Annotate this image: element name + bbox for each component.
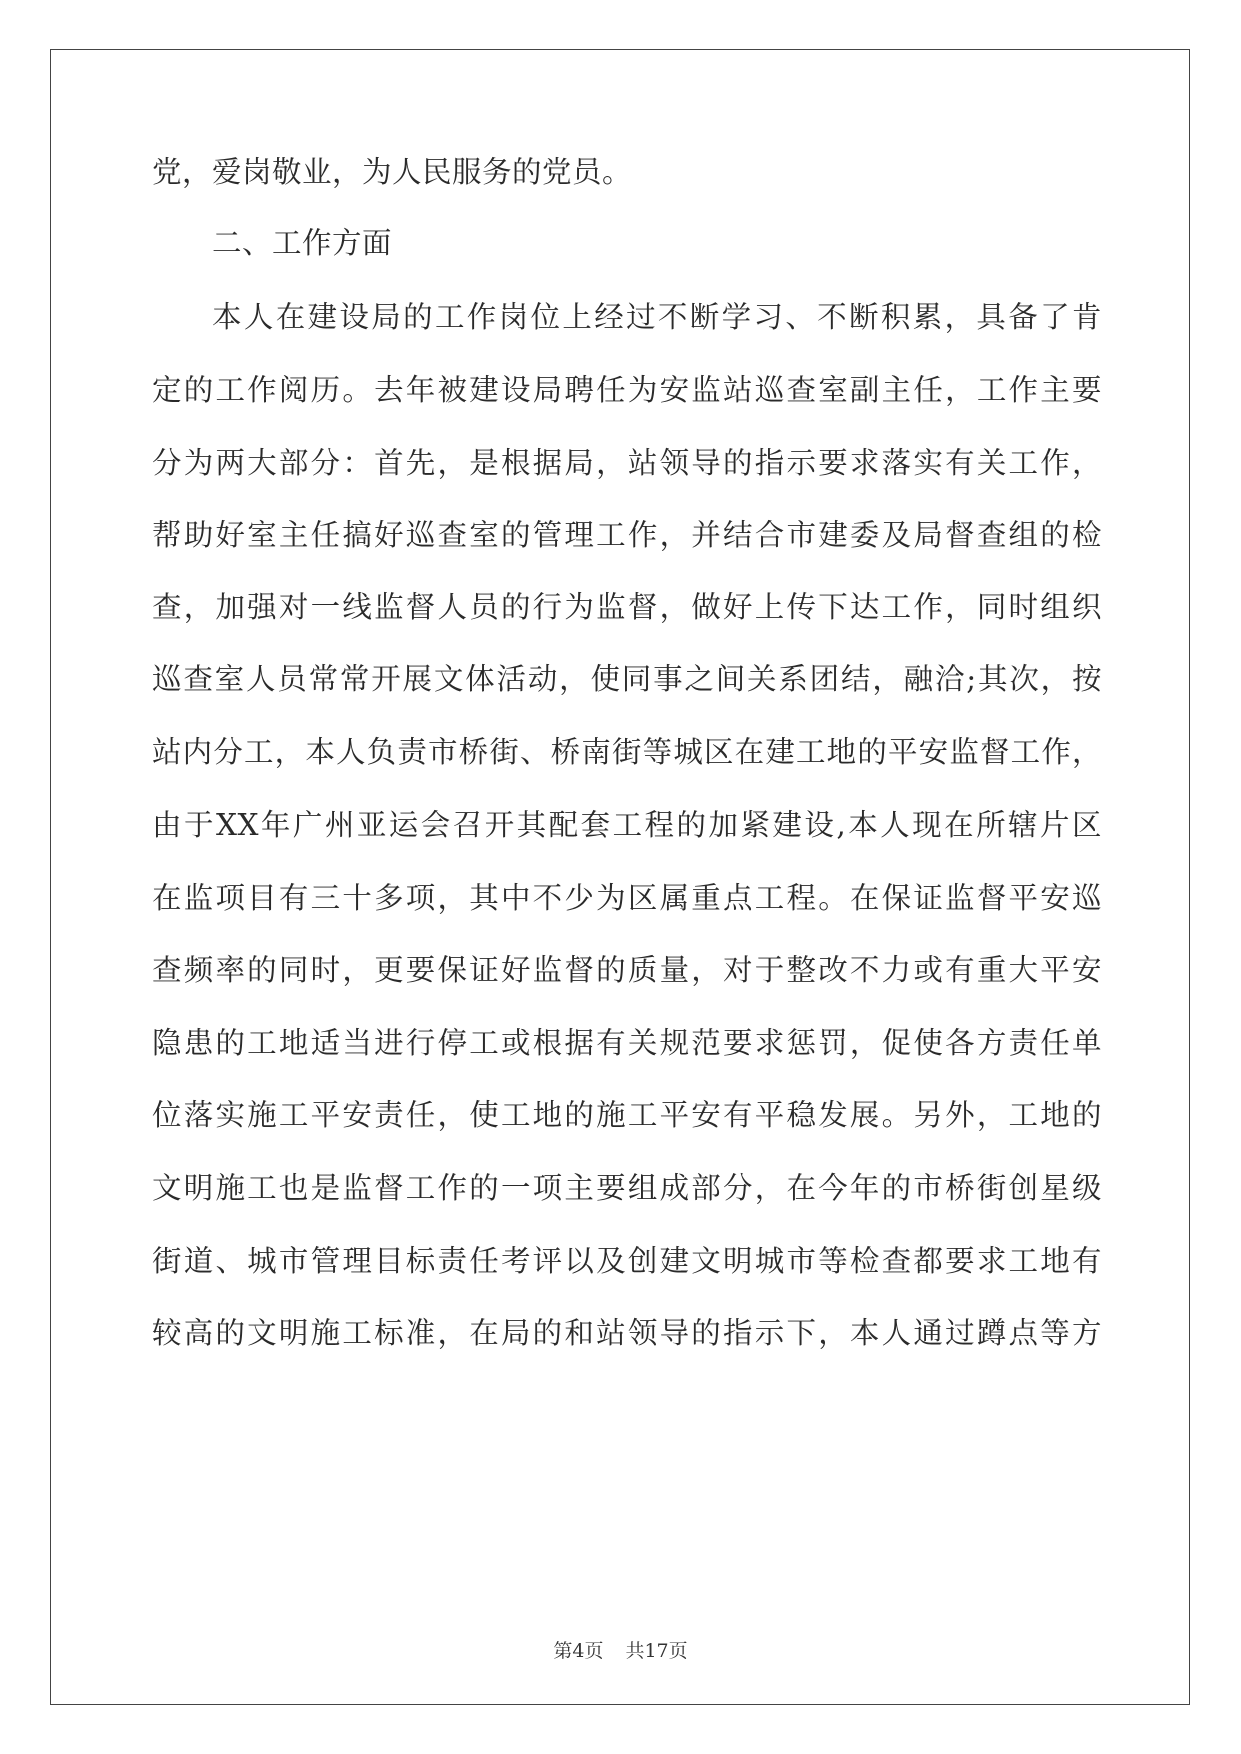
text-line: 较高的文明施工标准，在局的和站领导的指示下，本人通过蹲点等方 [152,1316,1102,1350]
text-line: 位落实施工平安责任，使工地的施工平安有平稳发展。另外，工地的 [152,1098,1102,1132]
page-footer [0,1636,1241,1663]
page-number: 第4页 [553,1640,604,1662]
section-heading: 二、工作方面 [212,226,393,260]
text-line: 在监项目有三十多项，其中不少为区属重点工程。在保证监督平安巡 [152,881,1102,915]
text-line: 巡查室人员常常开展文体活动，使同事之间关系团结，融洽;其次，按 [152,662,1102,696]
text-line: 由于XX年广州亚运会召开其配套工程的加紧建设,本人现在所辖片区 [152,808,1102,842]
text-line: 党，爱岗敬业，为人民服务的党员。 [152,155,633,189]
text-line: 隐患的工地适当进行停工或根据有关规范要求惩罚，促使各方责任单 [152,1026,1102,1060]
page-total: 共17页 [625,1640,688,1662]
text-line: 站内分工，本人负责市桥街、桥南街等城区在建工地的平安监督工作， [152,735,1102,769]
text-line: 街道、城市管理目标责任考评以及创建文明城市等检查都要求工地有 [152,1244,1102,1278]
page-border [50,49,1190,1705]
text-line: 查，加强对一线监督人员的行为监督，做好上传下达工作，同时组织 [152,590,1102,624]
text-line: 文明施工也是监督工作的一项主要组成部分，在今年的市桥街创星级 [152,1171,1102,1205]
text-line: 本人在建设局的工作岗位上经过不断学习、不断积累，具备了肯 [212,300,1102,334]
text-line: 查频率的同时，更要保证好监督的质量，对于整改不力或有重大平安 [152,953,1102,987]
text-line: 帮助好室主任搞好巡查室的管理工作，并结合市建委及局督查组的检 [152,518,1102,552]
text-line: 分为两大部分：首先，是根据局，站领导的指示要求落实有关工作， [152,446,1102,480]
text-line: 定的工作阅历。去年被建设局聘任为安监站巡查室副主任，工作主要 [152,373,1102,407]
